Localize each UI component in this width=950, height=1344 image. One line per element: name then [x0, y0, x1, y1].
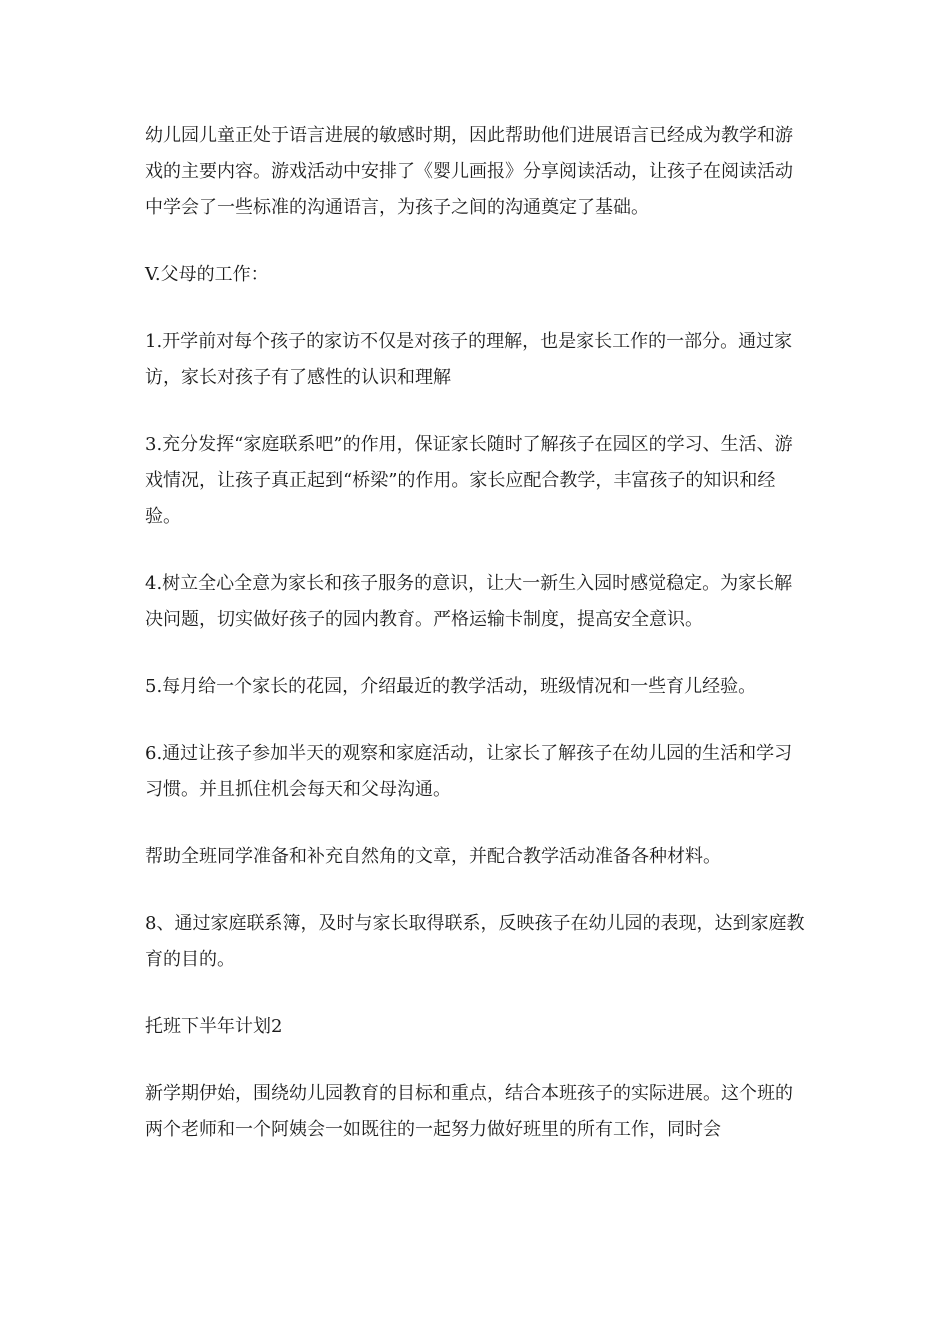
list-item-1-home-visit: 1.开学前对每个孩子的家访不仅是对孩子的理解，也是家长工作的一部分。通过家访，家长对孩子有了感性的认识和理解	[145, 331, 793, 388]
paragraph-nature-corner: 帮助全班同学准备和补充自然角的文章，并配合教学活动准备各种材料。	[145, 846, 721, 867]
section-heading-plan-2: 托班下半年计划2	[145, 1016, 283, 1037]
paragraph-new-semester: 新学期伊始，围绕幼儿园教育的目标和重点，结合本班孩子的实际进展。这个班的两个老师和一个阿姨会一如既往的一起努力做好班里的所有工作，同时会	[145, 1083, 793, 1140]
list-item-4-service-awareness: 4.树立全心全意为家长和孩子服务的意识，让大一新生入园时感觉稳定。为家长解决问题，切实做好孩子的园内教育。严格运输卡制度，提高安全意识。	[145, 573, 793, 630]
list-item-5-parent-garden: 5.每月给一个家长的花园，介绍最近的教学活动，班级情况和一些育儿经验。	[145, 676, 757, 697]
list-item-6-half-day-activity: 6.通过让孩子参加半天的观察和家庭活动，让家长了解孩子在幼儿园的生活和学习习惯。并且抓住机会每天和父母沟通。	[145, 743, 793, 800]
section-heading-parents-work: V.父母的工作：	[145, 264, 269, 285]
list-item-8-contact-book: 8、通过家庭联系簿，及时与家长取得联系，反映孩子在幼儿园的表现，达到家庭教育的目的。	[145, 913, 805, 970]
paragraph-language-development: 幼儿园儿童正处于语言进展的敏感时期，因此帮助他们进展语言已经成为教学和游戏的主要内容。游戏活动中安排了《婴儿画报》分享阅读活动，让孩子在阅读活动中学会了一些标准的沟通语言，为孩子之间的沟通奠定了基础。	[145, 125, 793, 218]
list-item-3-family-contact: 3.充分发挥“家庭联系吧”的作用，保证家长随时了解孩子在园区的学习、生活、游戏情况，让孩子真正起到“桥梁”的作用。家长应配合教学，丰富孩子的知识和经验。	[145, 434, 793, 527]
document-body	[145, 118, 810, 1179]
